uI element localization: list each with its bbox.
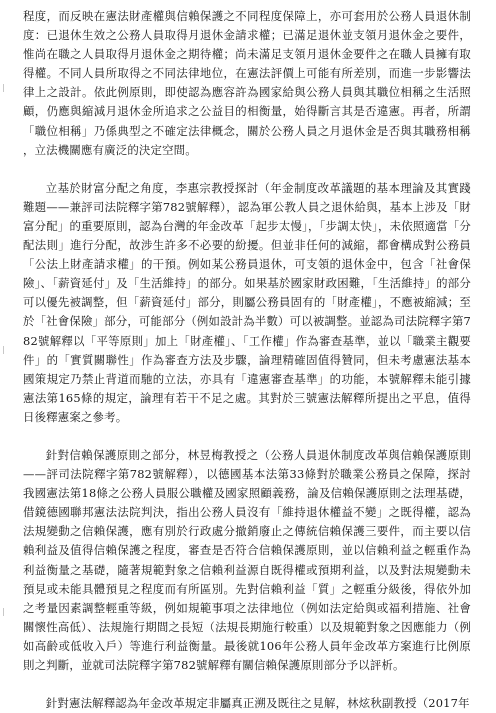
paragraph-gap (23, 675, 471, 694)
paragraph-trust-protection: 針對信賴保護原則之部分，林昱梅教授之（公務人員退休制度改革與信賴保護原則——評司法院釋字第782號解釋），以德國基本法第33條對於職業公務員之保障，探討我國憲法第18條之公務人員服公職權及國家照顧義務，論及信賴保護原則之法理基礎，借鏡德國聯邦憲法法院判決，指出公務人員沒有「維持退休權益不變」之既得權，認為法規變動之信賴保護，應有別於行政處分撤銷廢止之傳統信賴保護三要件，而主要以信賴利益及值得信賴保護之程度，審查是否符合信賴保護原則，並以信賴利益之輕重作為利益衡量之基礎，隨著規範對象之信賴利益源自既得權或預期利益，以及對法規變動未預見或未能具體預見之程度而有所區別。先對信賴利益「質」之輕重分級後，得依外加之考量因素調整輕重等級，例如規範事項之法律地位（例如法定給與或福利措施、社會關懷性高低）、法規施行期間之長短（法規長期施行較重）以及規範對象之因應能力（例如高齡或低收入戶）等進行利益衡量。最後就106年公務人員年金改革方案進行比例原則之判斷，並就司法院釋字第782號解釋有關信賴保護原則部分予以評析。 (23, 447, 471, 672)
page-edge-mark (3, 84, 4, 92)
page-edge-mark (3, 346, 4, 354)
paragraph-gap (23, 160, 471, 179)
paragraph-wealth-distribution: 立基於財富分配之角度，李惠宗教授探討（年金制度改革議題的基本理論及其實踐難題——兼評司法院釋字第782號解釋），認為軍公教人員之退休給與，基本上涉及「財富分配」的重要原則，認為台灣的年金改革「起步太慢」，「步調太快」，未依照適當「分配法則」進行分配，故涉生許多不必要的紛擾。但並非任何的減縮，都會構成對公務員「公法上財產請求權」的干預。例如某公務員退休，可支領的退休金中，包含「社會保險」、「薪資延付」及「生活維持」的部分。如果基於國家財政困難，「生活維持」的部分可以優先被調整，但「薪資延付」部分，則屬公務員固有的「財產權」，不應被縮減；至於「社會保險」部分，可能部分（例如設計為半數）可以被調整。並認為司法院釋字第782號解釋以「平等原則」加上「財產權」、「工作權」作為審查基準，並以「職業主觀要件」的「實質關聯性」作為審查方法及步驟，論理精確固值得贊同，但未考慮憲法基本國策規定乃禁止背道而馳的立法，亦具有「違憲審查基準」的功能，本號解釋未能引據憲法第165條的規定，論理有若干不足之處。其對於三號憲法解釋所提出之平息，值得日後釋憲案之參考。 (23, 180, 471, 424)
document-body (23, 7, 471, 713)
page-edge-mark (3, 608, 4, 616)
paragraph-gap (23, 427, 471, 446)
paragraph-continuation: 程度，而反映在憲法財產權與信賴保護之不同程度保障上，亦可套用於公務人員退休制度：已退休生效之公務人員取得月退休金請求權；已滿足退休並支領月退休金之要件，惟尚在職之人員取得月退休金之期待權；尚未滿足支領月退休金要件之在職人員擁有取得權。不同人員所取得之不同法律地位，在憲法評價上可能有所差別，而進一步影響法律上之設計。依此例原則，即使認為應容許為國家給與公務人員與其職位相稱之生活照顧，仍應與縮減月退休金所追求之公益目的相衡量，始得斷言其是否違憲。再者，所謂「職位相稱」乃係典型之不確定法律概念，關於公務人員之月退休金是否與其職務相稱，立法機關應有廣泛的決定空間。 (23, 9, 471, 157)
paragraph-retroactivity: 針對憲法解釋認為年金改革規定非屬真正溯及既往之見解，林炫秋副教授（2017年 (45, 696, 470, 711)
